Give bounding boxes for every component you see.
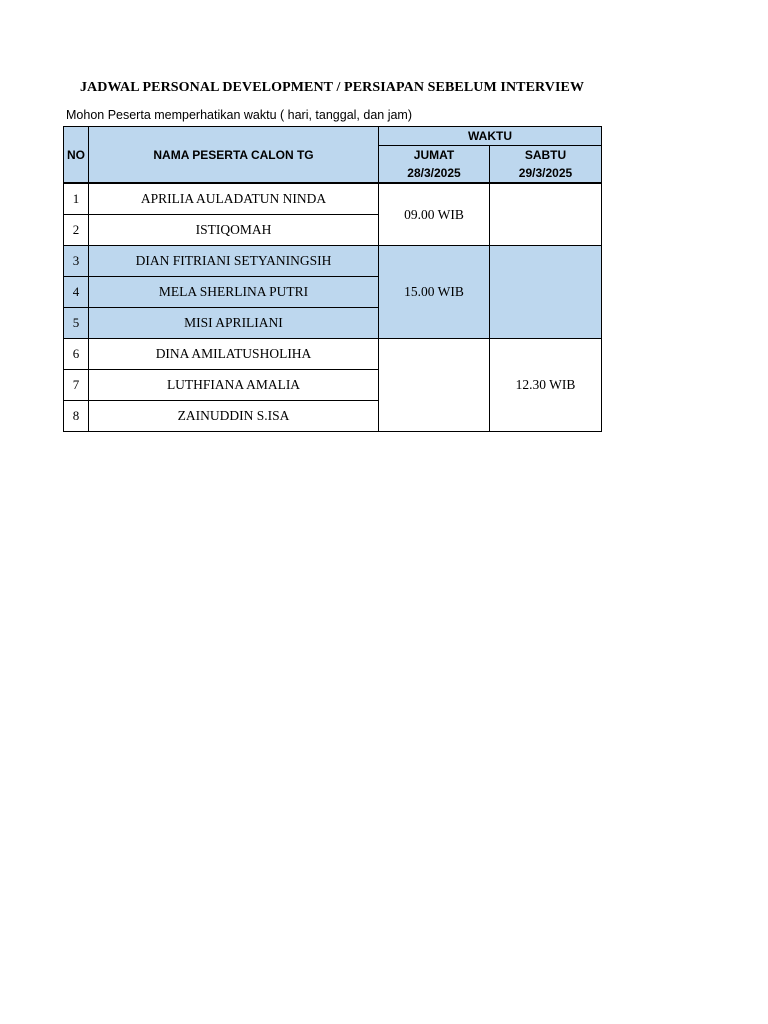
row-number: 4 xyxy=(64,277,89,308)
header-jumat xyxy=(379,146,490,184)
header-sabtu-day: SABTU xyxy=(524,148,567,162)
time-jumat-1500: 15.00 WIB xyxy=(379,246,490,339)
time-jumat-empty xyxy=(379,339,490,432)
participant-name: MELA SHERLINA PUTRI xyxy=(89,277,379,308)
participant-name: ISTIQOMAH xyxy=(89,215,379,246)
participant-name: ZAINUDDIN S.ISA xyxy=(89,401,379,432)
participant-name: LUTHFIANA AMALIA xyxy=(89,370,379,401)
participant-name: APRILIA AULADATUN NINDA xyxy=(89,183,379,215)
time-jumat-0900: 09.00 WIB xyxy=(379,183,490,246)
document-title: JADWAL PERSONAL DEVELOPMENT / PERSIAPAN SEBELUM INTERVIEW xyxy=(79,80,585,95)
header-jumat-day: JUMAT xyxy=(413,148,455,162)
time-sabtu-1230: 12.30 WIB xyxy=(490,339,602,432)
participant-name: DINA AMILATUSHOLIHA xyxy=(89,339,379,370)
table-row xyxy=(64,183,602,215)
row-number: 2 xyxy=(64,215,89,246)
row-number: 3 xyxy=(64,246,89,277)
row-number: 5 xyxy=(64,308,89,339)
row-number: 7 xyxy=(64,370,89,401)
table-row xyxy=(64,339,602,370)
header-sabtu xyxy=(490,146,602,184)
time-sabtu-empty xyxy=(490,246,602,339)
table-row xyxy=(64,246,602,277)
header-sabtu-date: 29/3/2025 xyxy=(518,166,573,180)
document-note: Mohon Peserta memperhatikan waktu ( hari, tanggal, dan jam) xyxy=(66,108,413,122)
header-jumat-date: 28/3/2025 xyxy=(407,166,461,180)
header-waktu: WAKTU xyxy=(379,127,602,146)
header-name: NAMA PESERTA CALON TG xyxy=(89,127,379,184)
participant-name: DIAN FITRIANI SETYANINGSIH xyxy=(89,246,379,277)
row-number: 6 xyxy=(64,339,89,370)
row-number: 8 xyxy=(64,401,89,432)
time-sabtu-empty xyxy=(490,183,602,246)
row-number: 1 xyxy=(64,183,89,215)
participant-name: MISI APRILIANI xyxy=(89,308,379,339)
schedule-table xyxy=(63,126,602,432)
header-no: NO xyxy=(64,127,89,184)
